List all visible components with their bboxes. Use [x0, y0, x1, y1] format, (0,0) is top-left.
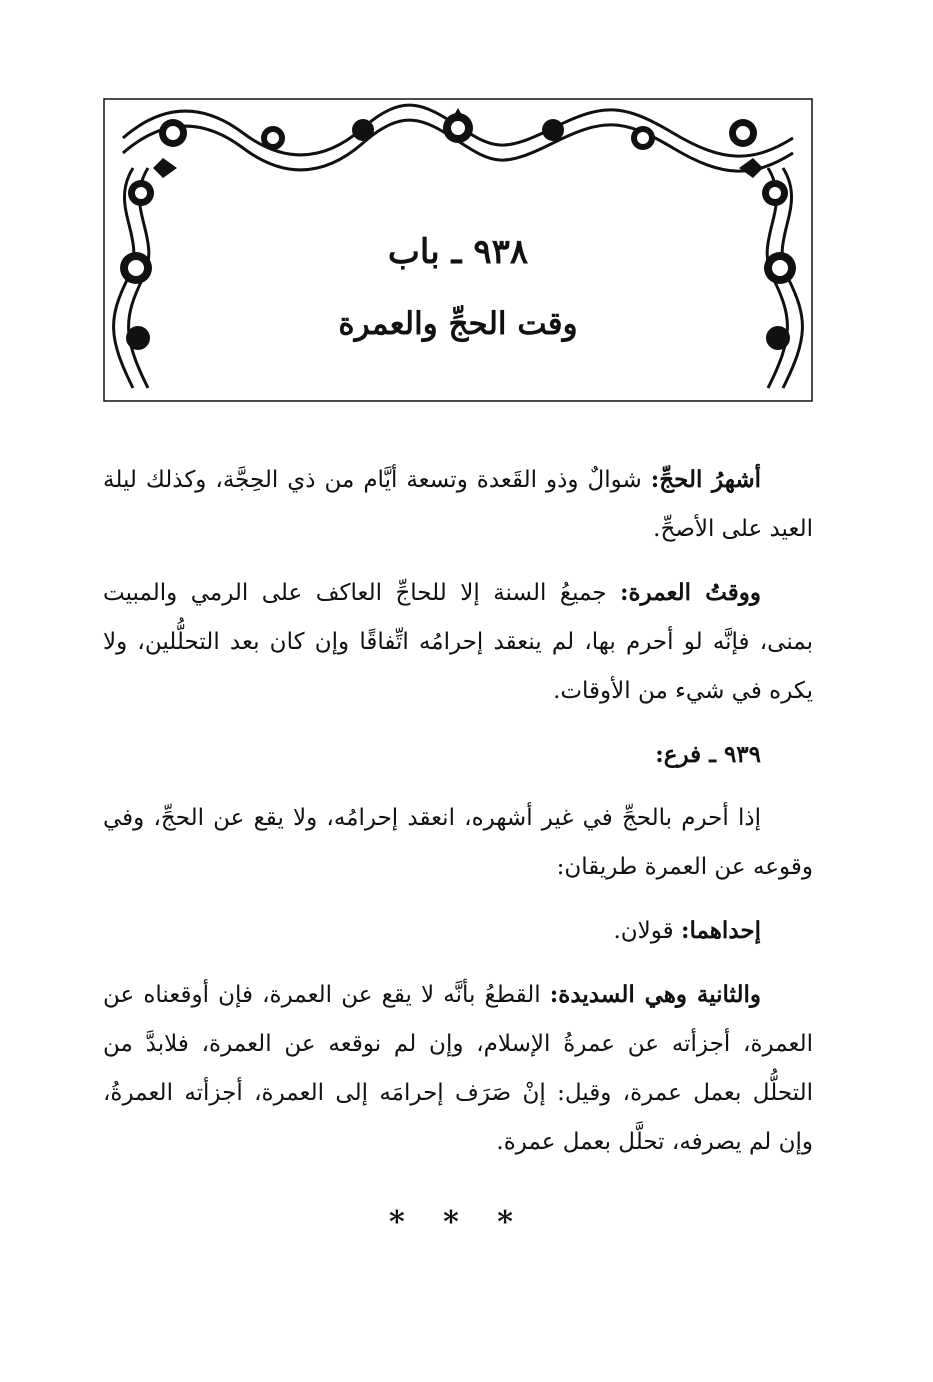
paragraph-hajj-months: [103, 455, 813, 554]
paragraph-ihram: [103, 794, 813, 892]
term-label: والثانية وهي السديدة:: [549, 981, 761, 1008]
paragraph-text: القطعُ بأنَّه لا يقع عن العمرة، فإن أوقعناه عن العمرة، أجزأته عن عمرةُ الإسلام، وإن لم نوقعه عن العمرة، فلابدَّ من التحلُّل بعمل عمرة، وقيل: إنْ صَرَف إحرامَه إلى العمرة، أجزأته العمرةُ، وإن لم يصرفه، تحلَّل بعمل عمرة.: [103, 982, 813, 1155]
main-text: [103, 455, 813, 1181]
paragraph-text: شوالٌ وذو القَعدة وتسعة أيَّام من ذي الحِجَّة، وكذلك ليلة العيد على الأصحِّ.: [103, 467, 813, 542]
section-heading: [103, 730, 813, 780]
paragraph-text: قولان.: [613, 918, 681, 944]
paragraph-second-way: [103, 970, 813, 1167]
term-label: ووقتُ العمرة:: [620, 579, 761, 606]
chapter-heading: ٩٣٨ ـ باب: [387, 232, 529, 272]
term-label: إحداهما:: [681, 917, 761, 944]
paragraph-umrah-time: [103, 568, 813, 716]
paragraph-text: إذا أحرم بالحجِّ في غير أشهره، انعقد إحرامُه، ولا يقع عن الحجِّ، وفي وقوعه عن العمرة طريقان:: [103, 805, 813, 880]
term-label: أشهرُ الحجِّ:: [650, 466, 761, 493]
section-separator: * * *: [389, 1205, 527, 1240]
chapter-title: وقت الحجِّ والعمرة: [338, 306, 578, 342]
paragraph-text: جميعُ السنة إلا للحاجِّ العاكف على الرمي والمبيت بمنى، فإنَّه لو أحرم بها، لم ينعقد إحرامُه اتِّفاقًا وإن كان بعد التحلُّلين، ولا يكره في شيء من الأوقات.: [103, 580, 813, 704]
paragraph-first-way: [103, 906, 813, 956]
section-number-label: ٩٣٩ ـ فرع:: [655, 741, 761, 768]
